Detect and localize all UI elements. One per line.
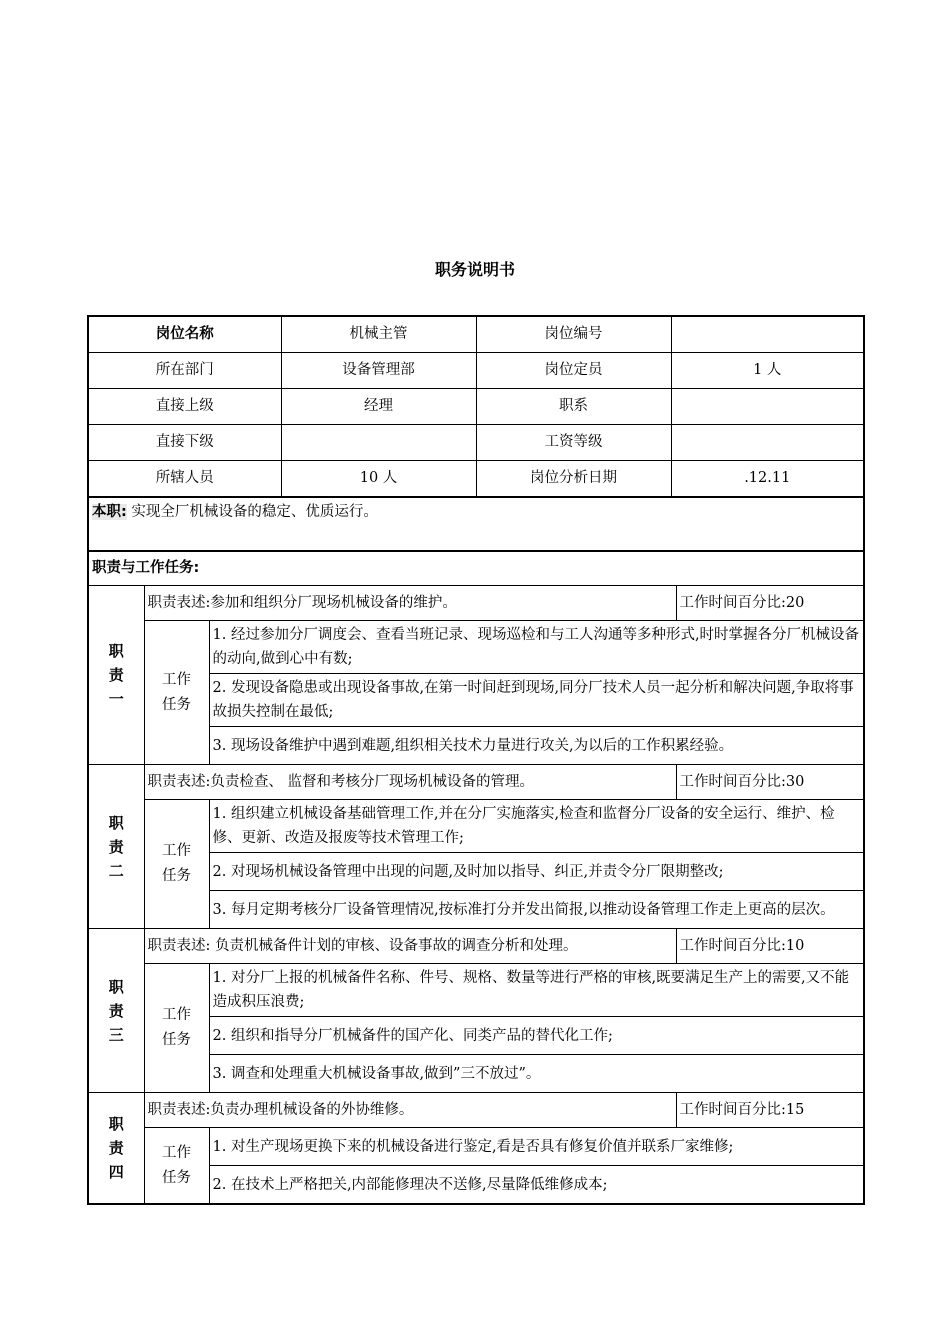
task-item: 2. 发现设备隐患或出现设备事故,在第一时间赶到现场,同分厂技术人员一起分析和解决问题,争取将事故损失控制在最低;: [209, 674, 864, 727]
duty-label: [88, 586, 144, 765]
duty-label: [88, 765, 144, 929]
duty-label-char: 责: [108, 837, 124, 856]
field-value: 1 人: [671, 353, 864, 389]
duty-label-char: 责: [108, 1001, 124, 1020]
field-label: 所辖人员: [88, 461, 281, 497]
task-label-word: 工作: [162, 671, 191, 688]
field-value: 经理: [281, 389, 476, 425]
field-label: 岗位分析日期: [476, 461, 671, 497]
time-percentage: 工作时间百分比:30: [676, 765, 864, 800]
task-label-word: 工作: [162, 1007, 191, 1023]
field-label: 直接上级: [88, 389, 281, 425]
info-row: [88, 425, 864, 461]
time-percentage: 工作时间百分比:10: [676, 929, 864, 964]
time-percentage: 工作时间百分比:15: [676, 1093, 864, 1128]
task-item: 3. 每月定期考核分厂设备管理情况,按标准打分并发出简报,以推动设备管理工作走上更高的层次。: [209, 891, 864, 929]
duty-description: 职责表述: 负责机械备件计划的审核、设备事故的调查分析和处理。: [144, 929, 676, 964]
task-label-word: 工作: [162, 1144, 191, 1161]
job-summary: [88, 498, 864, 552]
field-label: 职系: [476, 389, 671, 425]
info-table: [87, 315, 865, 497]
field-label: 所在部门: [88, 353, 281, 389]
duty-label-char: 职: [108, 1115, 124, 1133]
task-label-word: 工作: [162, 843, 191, 859]
task-item: 2. 在技术上严格把关,内部能修理决不送修,尽量降低维修成本;: [209, 1166, 864, 1205]
duty-label-char: 三: [108, 1025, 124, 1044]
field-label: 直接下级: [88, 425, 281, 461]
task-item: 1. 对分厂上报的机械备件名称、件号、规格、数量等进行严格的审核,既要满足生产上的需要,又不能造成积压浪费;: [209, 964, 864, 1017]
info-row: [88, 389, 864, 425]
document-title: 职务说明书: [434, 260, 515, 279]
field-label: 工资等级: [476, 425, 671, 461]
duty-label: [88, 929, 144, 1093]
field-value: [671, 425, 864, 461]
duty-label-char: 责: [108, 1139, 124, 1157]
duty-description: 职责表述:参加和组织分厂现场机械设备的维护。: [144, 586, 676, 621]
duties-table: [87, 497, 865, 1205]
task-item: 3. 调查和处理重大机械设备事故,做到”三不放过”。: [209, 1055, 864, 1093]
task-label: [144, 800, 209, 929]
duty-label-char: 一: [108, 690, 124, 708]
summary-text: 实现全厂机械设备的稳定、优质运行。: [126, 504, 378, 520]
task-item: 2. 对现场机械设备管理中出现的问题,及时加以指导、纠正,并责令分厂限期整改;: [209, 853, 864, 891]
field-value: [671, 316, 864, 353]
task-label-word: 任务: [162, 696, 191, 713]
task-item: 3. 现场设备维护中遇到难题,组织相关技术力量进行攻关,为以后的工作积累经验。: [209, 727, 864, 765]
field-value: [671, 389, 864, 425]
task-label-word: 任务: [162, 868, 191, 884]
duty-label-char: 职: [108, 642, 124, 660]
task-label: [144, 964, 209, 1093]
field-value: 10 人: [281, 461, 476, 497]
field-value: 机械主管: [281, 316, 476, 353]
duty-label: [88, 1093, 144, 1205]
task-label: [144, 621, 209, 765]
duty-description: 职责表述:负责办理机械设备的外协维修。: [144, 1093, 676, 1128]
summary-label: 本职:: [92, 504, 127, 520]
duty-label-char: 二: [108, 861, 124, 880]
field-value: [281, 425, 476, 461]
field-value: .12.11: [671, 461, 864, 497]
task-label: [144, 1128, 209, 1205]
task-label-word: 任务: [162, 1169, 191, 1186]
task-item: 1. 经过参加分厂调度会、查看当班记录、现场巡检和与工人沟通等多种形式,时时掌握各分厂机械设备的动向,做到心中有数;: [209, 621, 864, 674]
field-value: 设备管理部: [281, 353, 476, 389]
time-percentage: 工作时间百分比:20: [676, 586, 864, 621]
info-row: [88, 353, 864, 389]
task-label-word: 任务: [162, 1032, 191, 1048]
info-row: [88, 461, 864, 497]
field-label: 岗位编号: [476, 316, 671, 353]
duty-label-char: 责: [108, 666, 124, 684]
task-item: 1. 对生产现场更换下来的机械设备进行鉴定,看是否具有修复价值并联系厂家维修;: [209, 1128, 864, 1166]
duties-header: 职责与工作任务:: [88, 551, 864, 586]
duty-label-char: 四: [108, 1163, 124, 1181]
task-item: 2. 组织和指导分厂机械备件的国产化、同类产品的替代化工作;: [209, 1017, 864, 1055]
field-label: 岗位定员: [476, 353, 671, 389]
task-item: 1. 组织建立机械设备基础管理工作,并在分厂实施落实,检查和监督分厂设备的安全运行、维护、检修、更新、改造及报废等技术管理工作;: [209, 800, 864, 853]
field-label: 岗位名称: [88, 316, 281, 353]
duty-description: 职责表述:负责检查、 监督和考核分厂现场机械设备的管理。: [144, 765, 676, 800]
duty-label-char: 职: [108, 813, 124, 832]
job-description-form: [87, 315, 863, 1205]
duty-label-char: 职: [108, 977, 124, 996]
info-row: [88, 316, 864, 353]
